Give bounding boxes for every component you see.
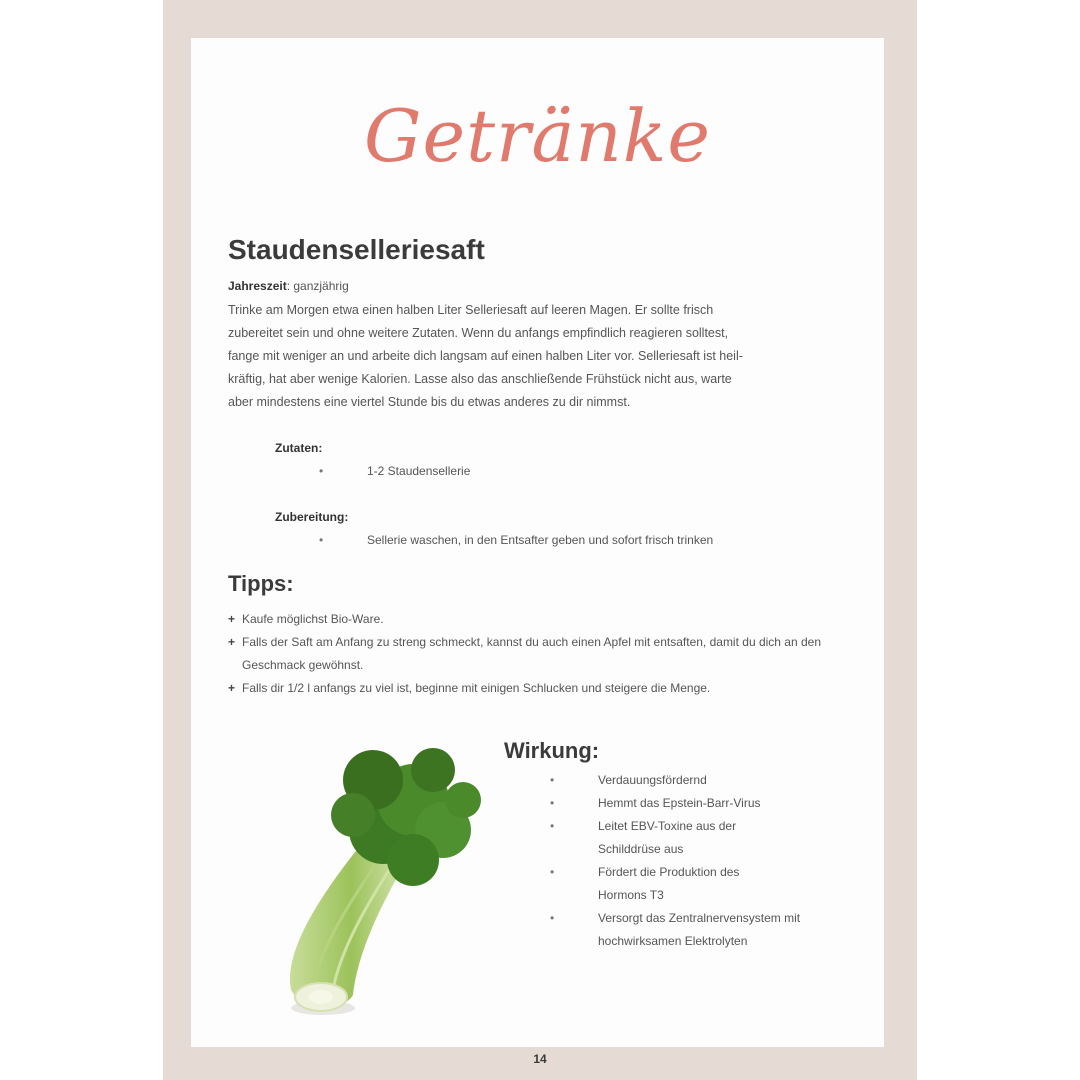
- effect-item: [546, 792, 846, 815]
- effect-item: [546, 769, 846, 792]
- season-value: : ganzjährig: [286, 279, 349, 293]
- effect-item: [546, 907, 838, 953]
- tip-text: Falls der Saft am Anfang zu streng schmeckt, kannst du auch einen Apfel mit entsaften, damit du dich an den Geschmack gewöhnst.: [242, 635, 821, 672]
- effect-text: Fördert die Produktion des Hormons T3: [598, 865, 740, 902]
- effects-heading: Wirkung:: [504, 738, 600, 763]
- preparation-label: Zubereitung:: [275, 510, 349, 524]
- intro-line: fange mit weniger an und arbeite dich langsam auf einen halben Liter vor. Selleriesaft ist heil-: [228, 349, 743, 363]
- ingredient-text: 1-2 Staudensellerie: [367, 464, 471, 478]
- intro-line: zubereitet sein und ohne weitere Zutaten. Wenn du anfangs empfindlich reagieren solltest,: [228, 326, 729, 340]
- effect-text: Versorgt das Zentralnervensystem mit hochwirksamen Elektrolyten: [598, 911, 801, 948]
- tip-item: [228, 631, 848, 677]
- intro-text: [228, 299, 848, 414]
- page-number: 14: [533, 1052, 547, 1066]
- plus-icon: +: [228, 635, 236, 649]
- intro-line: kräftig, hat aber wenige Kalorien. Lasse also das anschließende Frühstück nicht aus, warte: [228, 372, 732, 386]
- bullet-icon: •: [550, 773, 555, 787]
- effects-list: [546, 769, 846, 953]
- tips-heading: Tipps:: [228, 571, 294, 596]
- effect-text: Hemmt das Epstein-Barr-Virus: [598, 796, 761, 810]
- intro-line: aber mindestens eine viertel Stunde bis du etwas anderes zu dir nimmst.: [228, 395, 631, 409]
- season-label: Jahreszeit: [228, 279, 287, 293]
- bullet-icon: •: [319, 464, 324, 478]
- bullet-icon: •: [319, 533, 324, 547]
- recipe-page: [191, 38, 884, 1047]
- effect-text: Verdauungsfördernd: [598, 773, 707, 787]
- plus-icon: +: [228, 681, 236, 695]
- celery-base-core: [309, 990, 333, 1004]
- tips-list: [228, 608, 848, 700]
- plus-icon: +: [228, 612, 236, 626]
- celery-leaves: [445, 782, 481, 818]
- celery-leaves: [387, 834, 439, 886]
- bullet-icon: •: [550, 865, 555, 879]
- celery-leaves: [331, 793, 375, 837]
- ingredient-item: [319, 464, 470, 478]
- effect-text: Leitet EBV-Toxine aus der Schilddrüse aus: [598, 819, 737, 856]
- celery-leaves: [411, 748, 455, 792]
- effect-item: [546, 861, 778, 907]
- intro-line: Trinke am Morgen etwa einen halben Liter Selleriesaft auf leeren Magen. Er sollte frisch: [228, 303, 714, 317]
- season-line: [228, 279, 349, 293]
- recipe-title: Staudenselleriesaft: [228, 234, 485, 265]
- tip-item: [228, 677, 848, 700]
- bullet-icon: •: [550, 911, 555, 925]
- tip-text: Kaufe möglichst Bio-Ware.: [242, 612, 384, 626]
- category-heading: Getränke: [363, 94, 711, 178]
- celery-image: [263, 720, 503, 1020]
- preparation-text: Sellerie waschen, in den Entsafter geben und sofort frisch trinken: [367, 533, 714, 547]
- ingredients-label: Zutaten:: [275, 441, 323, 455]
- bullet-icon: •: [550, 819, 555, 833]
- effect-item: [546, 815, 778, 861]
- preparation-item: [319, 533, 713, 547]
- bullet-icon: •: [550, 796, 555, 810]
- tip-text: Falls dir 1/2 l anfangs zu viel ist, beginne mit einigen Schlucken und steigere die Menge.: [242, 681, 711, 695]
- tip-item: [228, 608, 848, 631]
